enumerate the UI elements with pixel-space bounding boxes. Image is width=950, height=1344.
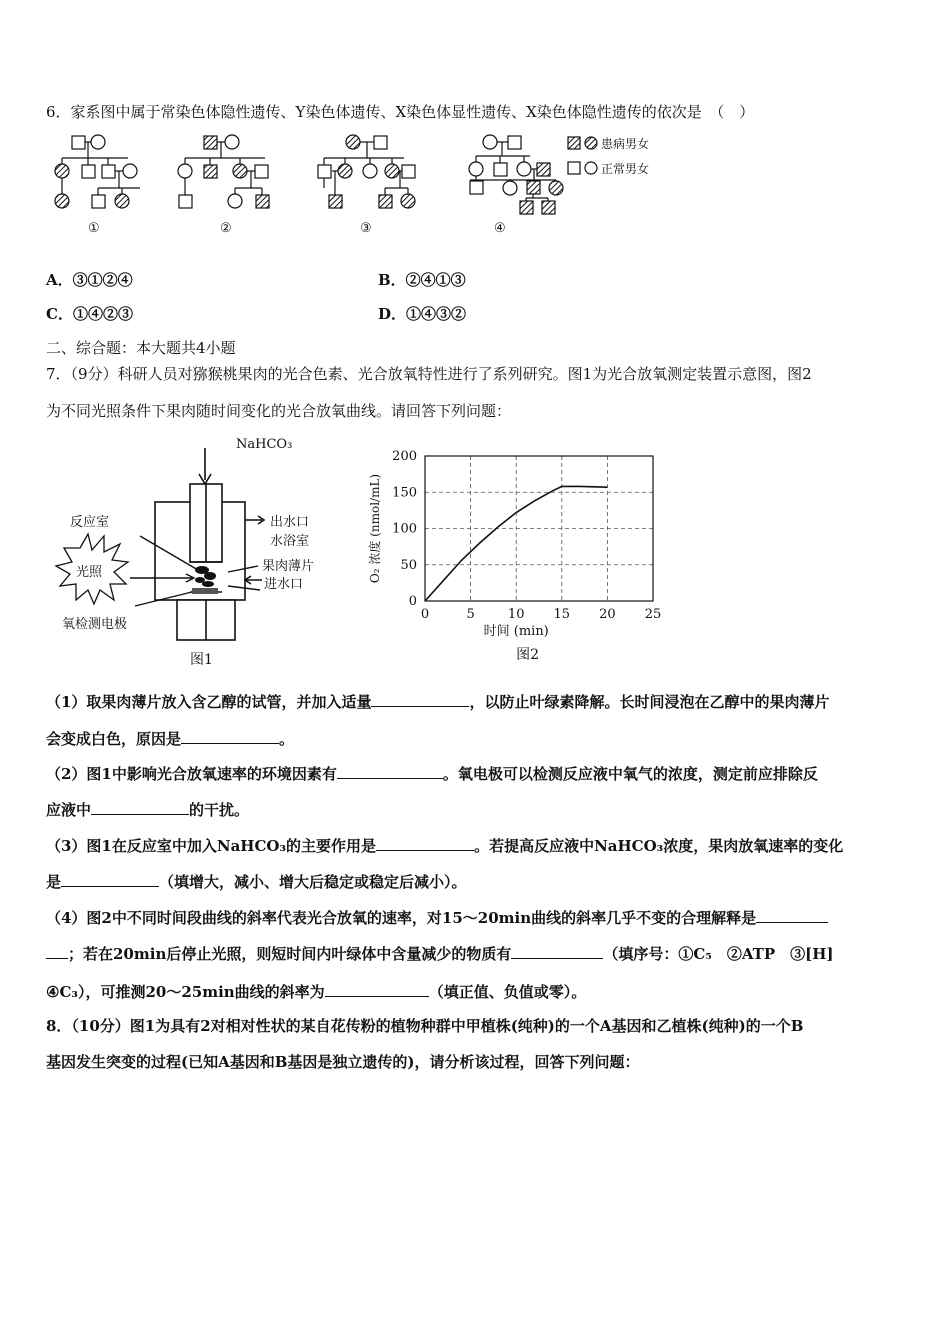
y-tick-label-1: 50 [400, 557, 417, 573]
q7-sub3-blank-1[interactable] [376, 836, 474, 851]
q7-sub3-text-b: 。若提高反应液中NaHCO₃浓度，果肉放氧速率的变化 [474, 837, 844, 855]
x-tick-label-1: 5 [466, 607, 475, 622]
q7-sub4-text-d: ④C₃），可推测20～25min曲线的斜率为 [46, 983, 325, 1001]
q6-stem: 6．家系图中属于常染色体隐性遗传、Y染色体遗传、X染色体显性遗传、X染色体隐性遗传的依次是 （ ） [46, 103, 755, 121]
pedigree-label-3: ③ [360, 221, 372, 236]
q7-sub4-blank-1-cont[interactable] [46, 944, 68, 959]
fig1-reaction-chamber-label: 反应室 [70, 515, 110, 530]
q7-sub4-blank-1[interactable] [756, 908, 828, 923]
q7-sub1-line2 [46, 729, 294, 749]
q8-line1: 8．（10分）图1为具有2对相对性状的某自花传粉的植物种群中甲植株(纯种)的一个A基因和乙植株(纯种)的一个B [46, 1017, 804, 1035]
pedigree-label-4: ④ [494, 221, 506, 236]
y-tick-label-4: 200 [392, 449, 417, 464]
q7-sub1-blank-1[interactable] [371, 692, 469, 707]
q7-sub1-line1 [46, 692, 829, 712]
q6-option-b: B．②④①③ [378, 271, 466, 289]
q7-sub2-line2 [46, 800, 249, 820]
q7-sub4-text-a: （4）图2中不同时间段曲线的斜率代表光合放氧的速率，对15～20min曲线的斜率几乎不变的合理解释是 [46, 909, 757, 927]
fig1-outlet-label: 出水口 [270, 515, 310, 530]
q7-sub4-line1 [46, 908, 828, 928]
pedigree-label-1: ① [88, 221, 100, 236]
q7-sub1-blank-2[interactable] [181, 729, 279, 744]
chart-x-axis-label: 时间 (min) [483, 624, 549, 639]
pedigree-2 [178, 135, 269, 208]
pedigree-figure [40, 128, 700, 240]
pedigree-legend [568, 137, 597, 174]
fig2-caption: 图2 [516, 647, 540, 663]
figure-2-chart [360, 440, 680, 672]
q7-sub3-text-d: （填增大，减小、增大后稳定或稳定后减小）。 [159, 873, 467, 891]
x-tick-label-3: 15 [553, 607, 571, 622]
x-tick-label-0: 0 [420, 607, 430, 622]
y-tick-label-3: 150 [392, 485, 417, 501]
x-tick-label-4: 20 [599, 607, 616, 622]
q7-sub3-text-a: （3）图1在反应室中加入NaHCO₃的主要作用是 [46, 837, 377, 855]
legend-affected-label: 患病男女 [601, 137, 650, 151]
q7-sub2-line1 [46, 764, 818, 784]
fig1-light-label: 光照 [76, 565, 103, 580]
fig1-water-bath-label: 水浴室 [270, 534, 310, 549]
pedigree-4 [469, 135, 563, 214]
chart-y-axis-label: O₂ 浓度 (nmol/mL) [368, 473, 382, 584]
x-tick-label-2: 10 [507, 607, 525, 622]
chart-grid [425, 456, 653, 601]
fig1-caption: 图1 [190, 652, 213, 668]
q8-line2: 基因发生突变的过程(已知A基因和B基因是独立遗传的)，请分析该过程，回答下列问题： [46, 1053, 640, 1071]
y-tick-label-2: 100 [392, 521, 417, 537]
section-heading: 二、综合题：本大题共4小题 [46, 339, 236, 357]
q7-sub4-text-e: （填正值、负值或零）。 [428, 983, 587, 1001]
q7-sub2-text-c: 应液中 [46, 801, 92, 819]
q7-sub3-line1 [46, 836, 843, 856]
electrode-bar [192, 588, 218, 594]
fig1-inlet-label: 进水口 [264, 577, 304, 592]
q7-sub1-text-d: 。 [279, 730, 295, 748]
q7-sub4-line2 [46, 944, 834, 964]
q6-option-a: A．③①②④ [46, 271, 133, 289]
fig1-pulp-label: 果肉薄片 [262, 559, 315, 574]
q7-sub1-text-c: 会变成白色，原因是 [46, 730, 182, 748]
figure-1-apparatus [40, 428, 350, 673]
x-tick-label-5: 25 [644, 607, 662, 622]
q7-sub4-text-c: （填序号：①C₅ ②ATP ③[H] [603, 945, 834, 963]
pedigree-label-2: ② [220, 221, 232, 236]
q7-sub2-text-d: 的干扰。 [189, 801, 250, 819]
pedigree-3 [318, 135, 415, 208]
q7-sub3-text-c: 是 [46, 873, 62, 891]
q7-sub4-line3 [46, 982, 586, 1002]
q7-sub4-blank-3[interactable] [325, 982, 429, 997]
q7-sub3-line2 [46, 872, 467, 892]
q7-stem-1: 7．（9分）科研人员对猕猴桃果肉的光合色素、光合放氧特性进行了系列研究。图1为光合放氧测定装置示意图，图2 [46, 365, 812, 383]
q7-sub3-blank-2[interactable] [61, 872, 159, 887]
fig1-electrode-label: 氧检测电极 [62, 617, 128, 632]
q7-sub2-text-b: 。氧电极可以检测反应液中氧气的浓度，测定前应排除反 [442, 765, 818, 783]
q7-sub2-blank-2[interactable] [91, 800, 189, 815]
q7-sub4-text-b: ；若在20min后停止光照，则短时间内叶绿体中含量减少的物质有 [68, 945, 512, 963]
q7-stem-2: 为不同光照条件下果肉随时间变化的光合放氧曲线。请回答下列问题： [46, 402, 512, 420]
y-tick-label-0: 0 [408, 594, 417, 609]
fig1-nahco3-label: NaHCO₃ [236, 437, 293, 452]
q6-option-c: C．①④②③ [46, 305, 133, 323]
legend-normal-label: 正常男女 [601, 162, 650, 176]
q6-option-d: D．①④③② [378, 305, 467, 323]
q7-sub2-blank-1[interactable] [337, 764, 443, 779]
q7-sub4-blank-2[interactable] [511, 944, 603, 959]
pedigree-1 [55, 135, 140, 208]
q7-sub1-text-b: ，以防止叶绿素降解。长时间浸泡在乙醇中的果肉薄片 [469, 693, 830, 711]
q7-sub1-text-a: （1）取果肉薄片放入含乙醇的试管，并加入适量 [46, 693, 372, 711]
q7-sub2-text-a: （2）图1中影响光合放氧速率的环境因素有 [46, 765, 337, 783]
